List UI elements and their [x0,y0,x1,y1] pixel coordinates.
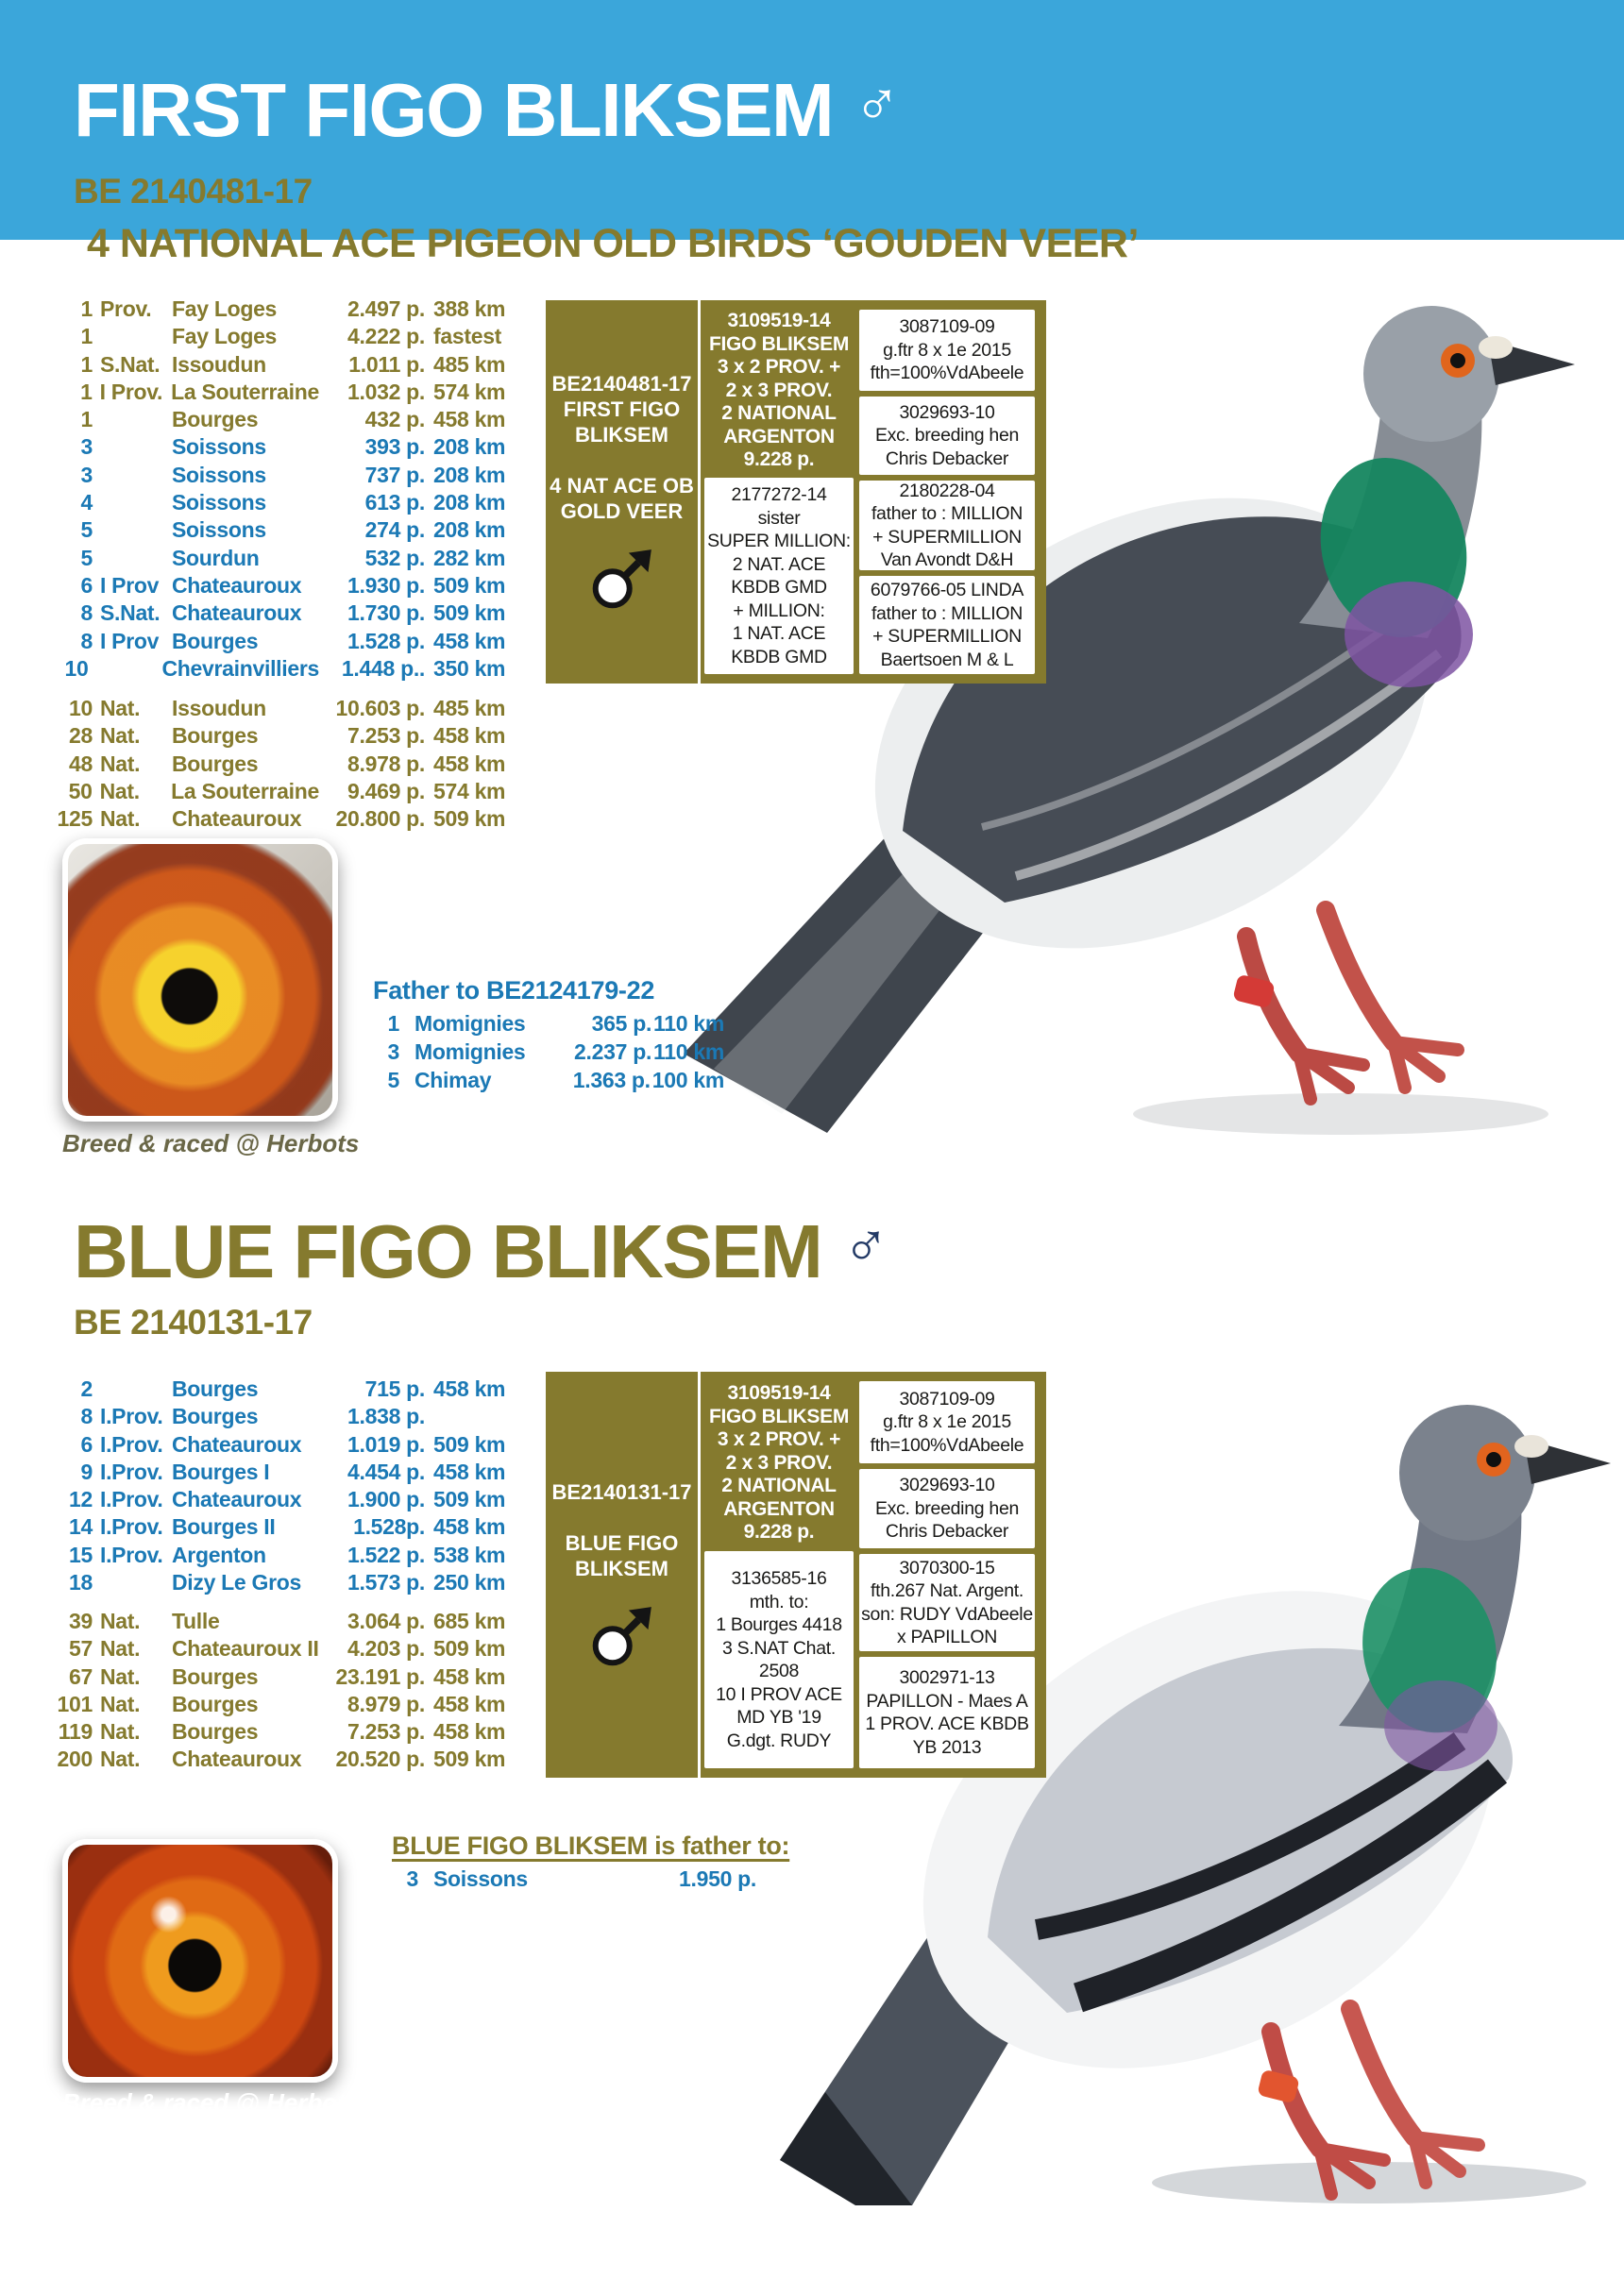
result-row: 18 Dizy Le Gros 1.573 p. 250 km [69,1570,506,1595]
pedigree-granddam-cell: 3029693-10 Exc. breeding hen Chris Debacker [859,397,1035,475]
male-symbol-icon: ♂ [842,1207,888,1277]
pedigree-subject-text: BE2140131-17 BLUE FIGO BLIKSEM [551,1480,692,1580]
result-row: 1 Prov. Fay Loges 2.497 p. 388 km [80,296,506,321]
pedigree-sire-cell: 3109519-14 FIGO BLIKSEM 3 x 2 PROV. + 2 x 3 PROV. 2 NATIONAL ARGENTON 9.228 p. [704,1381,854,1545]
result-row: 8 S.Nat. Chateauroux 1.730 p. 509 km [80,600,506,626]
section1-results-table [38,296,515,684]
result-row: 1 Fay Loges 4.222 p. fastest [80,324,502,349]
pedigree-divider-line [698,300,701,684]
pedigree-granddam2-cell: 3002971-13 PAPILLON - Maes A 1 PROV. ACE KBDB YB 2013 [859,1657,1035,1768]
male-symbol-icon: ♂ [854,66,900,136]
pedigree-granddam2-cell: 6079766-05 LINDA father to : MILLION + SUPERMILLION Baertsoen M & L [859,576,1035,674]
result-row: 8 I.Prov. Bourges 1.838 p. [80,1404,425,1429]
result-row: 119 Nat. Bourges 7.253 p. 458 km [58,1719,506,1745]
pigeon-head [1399,1405,1535,1541]
father-to-table [373,1011,724,1096]
result-row: 28 Nat. Bourges 7.253 p. 458 km [69,723,506,749]
pedigree-dam-cell: 3136585-16 mth. to: 1 Bourges 4418 3 S.NAT Chat. 2508 10 I PROV ACE MD YB '19 G.dgt. RUDY [704,1551,854,1768]
father-to-title: Father to BE2124179-22 [373,976,655,1004]
section2-eye-photo [62,1839,338,2083]
result-row: 9 I.Prov. Bourges I 4.454 p. 458 km [80,1459,506,1484]
result-row: 2 Bourges 715 p. 458 km [80,1376,506,1401]
pedigree-dam-cell: 2177272-14 sister SUPER MILLION: 2 NAT. ACE KBDB GMD + MILLION: 1 NAT. ACE KBDB GMD [704,478,854,674]
leg-ring-band [1257,2069,1300,2104]
pedigree-subject-cell [546,310,698,674]
breeder-credit: Breed & raced @ Herbots [62,1129,360,1157]
result-row: 3 Soissons 737 p. 208 km [80,462,506,487]
section1-ring-number: BE 2140481-17 [74,172,313,211]
result-row: 6 I.Prov. Chateauroux 1.019 p. 509 km [80,1431,506,1457]
result-row: 12 I.Prov. Chateauroux 1.900 p. 509 km [69,1487,506,1512]
father-to-row: 3 Soissons 1.950 p. [406,1866,756,1891]
pedigree-divider-line [698,1372,701,1778]
section1-subtitle: 4 NATIONAL ACE PIGEON OLD BIRDS ‘GOUDEN VEER’ [87,221,1139,266]
section2-ring-number: BE 2140131-17 [74,1303,313,1342]
result-row: 1 Bourges 432 p. 458 km [80,407,506,432]
pedigree-granddam-cell: 3029693-10 Exc. breeding hen Chris Debacker [859,1469,1035,1548]
result-row: 15 I.Prov. Argenton 1.522 p. 538 km [69,1542,506,1567]
male-symbol-icon [588,1602,656,1670]
father-to-row: 3 Momignies 2.237 p. 110 km [387,1039,724,1064]
section1-national-results-table [38,696,515,834]
result-row: 8 I Prov Bourges 1.528 p. 458 km [80,628,506,653]
section2-title-text: BLUE FIGO BLIKSEM [74,1209,822,1293]
section2-pedigree [546,1372,1046,1778]
result-row: 5 Sourdun 532 p. 282 km [80,545,506,570]
result-row: 10 Nat. Issoudun 10.603 p. 485 km [69,696,506,720]
result-row: 57 Nat. Chateauroux II 4.203 p. 509 km [69,1636,506,1662]
section1-pedigree [546,300,1046,684]
section2-title [74,1207,888,1297]
result-row: 5 Soissons 274 p. 208 km [80,517,506,543]
section2-national-results-table [38,1609,515,1775]
pedigree-subject-text: BE2140481-17 FIRST FIGO BLIKSEM 4 NAT ACE OB GOLD VEER [550,372,694,523]
result-row: 200 Nat. Chateauroux 20.520 p. 509 km [57,1747,506,1772]
section2-results-table [38,1376,515,1597]
pedigree-grandsire-cell: 3087109-09 g.ftr 8 x 1e 2015 fth=100%VdAbeele [859,310,1035,391]
result-row: 14 I.Prov. Bourges II 1.528p. 458 km [69,1514,506,1540]
section1-father-to [373,976,724,1096]
result-row: 67 Nat. Bourges 23.191 p. 458 km [69,1663,506,1689]
father-to-row: 1 Momignies 365 p. 110 km [387,1011,724,1036]
result-row: 10 Chevrainvilliers 1.448 p.. 350 km [64,655,506,681]
section1-title [74,57,899,164]
pedigree-grandsire-cell: 3087109-09 g.ftr 8 x 1e 2015 fth=100%VdAbeele [859,1381,1035,1463]
result-row: 4 Soissons 613 p. 208 km [80,490,506,515]
father-to-table [392,1866,758,1895]
father-to-title: BLUE FIGO BLIKSEM is father to: [392,1832,790,1860]
result-row: 1 I Prov. La Souterraine 1.032 p. 574 km [80,379,506,404]
result-row: 6 I Prov Chateauroux 1.930 p. 509 km [80,572,506,598]
pigeon-head [1363,306,1499,442]
pedigree-grandsire2-cell: 2180228-04 father to : MILLION + SUPERMILLION Van Avondt D&H [859,481,1035,570]
result-row: 50 Nat. La Souterraine 9.469 p. 574 km [68,778,506,803]
section1-title-text: FIRST FIGO BLIKSEM [74,68,834,152]
male-symbol-icon [588,545,656,613]
pedigree-sire-cell: 3109519-14 FIGO BLIKSEM 3 x 2 PROV. + 2 x 3 PROV. 2 NATIONAL ARGENTON 9.228 p. [704,310,854,472]
page-number: 37 [1537,2197,1586,2246]
result-row: 3 Soissons 393 p. 208 km [80,434,506,460]
section2-father-to [392,1832,790,1895]
result-row: 48 Nat. Bourges 8.978 p. 458 km [69,751,506,776]
father-to-row: 5 Chimay 1.363 p. 100 km [387,1068,724,1092]
result-row: 101 Nat. Bourges 8.979 p. 458 km [57,1691,506,1716]
pedigree-subject-cell [546,1381,698,1768]
result-row: 39 Nat. Tulle 3.064 p. 685 km [69,1609,506,1633]
breeder-credit: Breed & raced @ Herbots [62,2088,360,2117]
section1-eye-photo [62,838,338,1122]
result-row: 1 S.Nat. Issoudun 1.011 p. 485 km [80,351,506,377]
result-row: 125 Nat. Chateauroux 20.800 p. 509 km [57,806,506,832]
pedigree-grandsire2-cell: 3070300-15 fth.267 Nat. Argent. son: RUDY VdAbeele x PAPILLON [859,1554,1035,1651]
